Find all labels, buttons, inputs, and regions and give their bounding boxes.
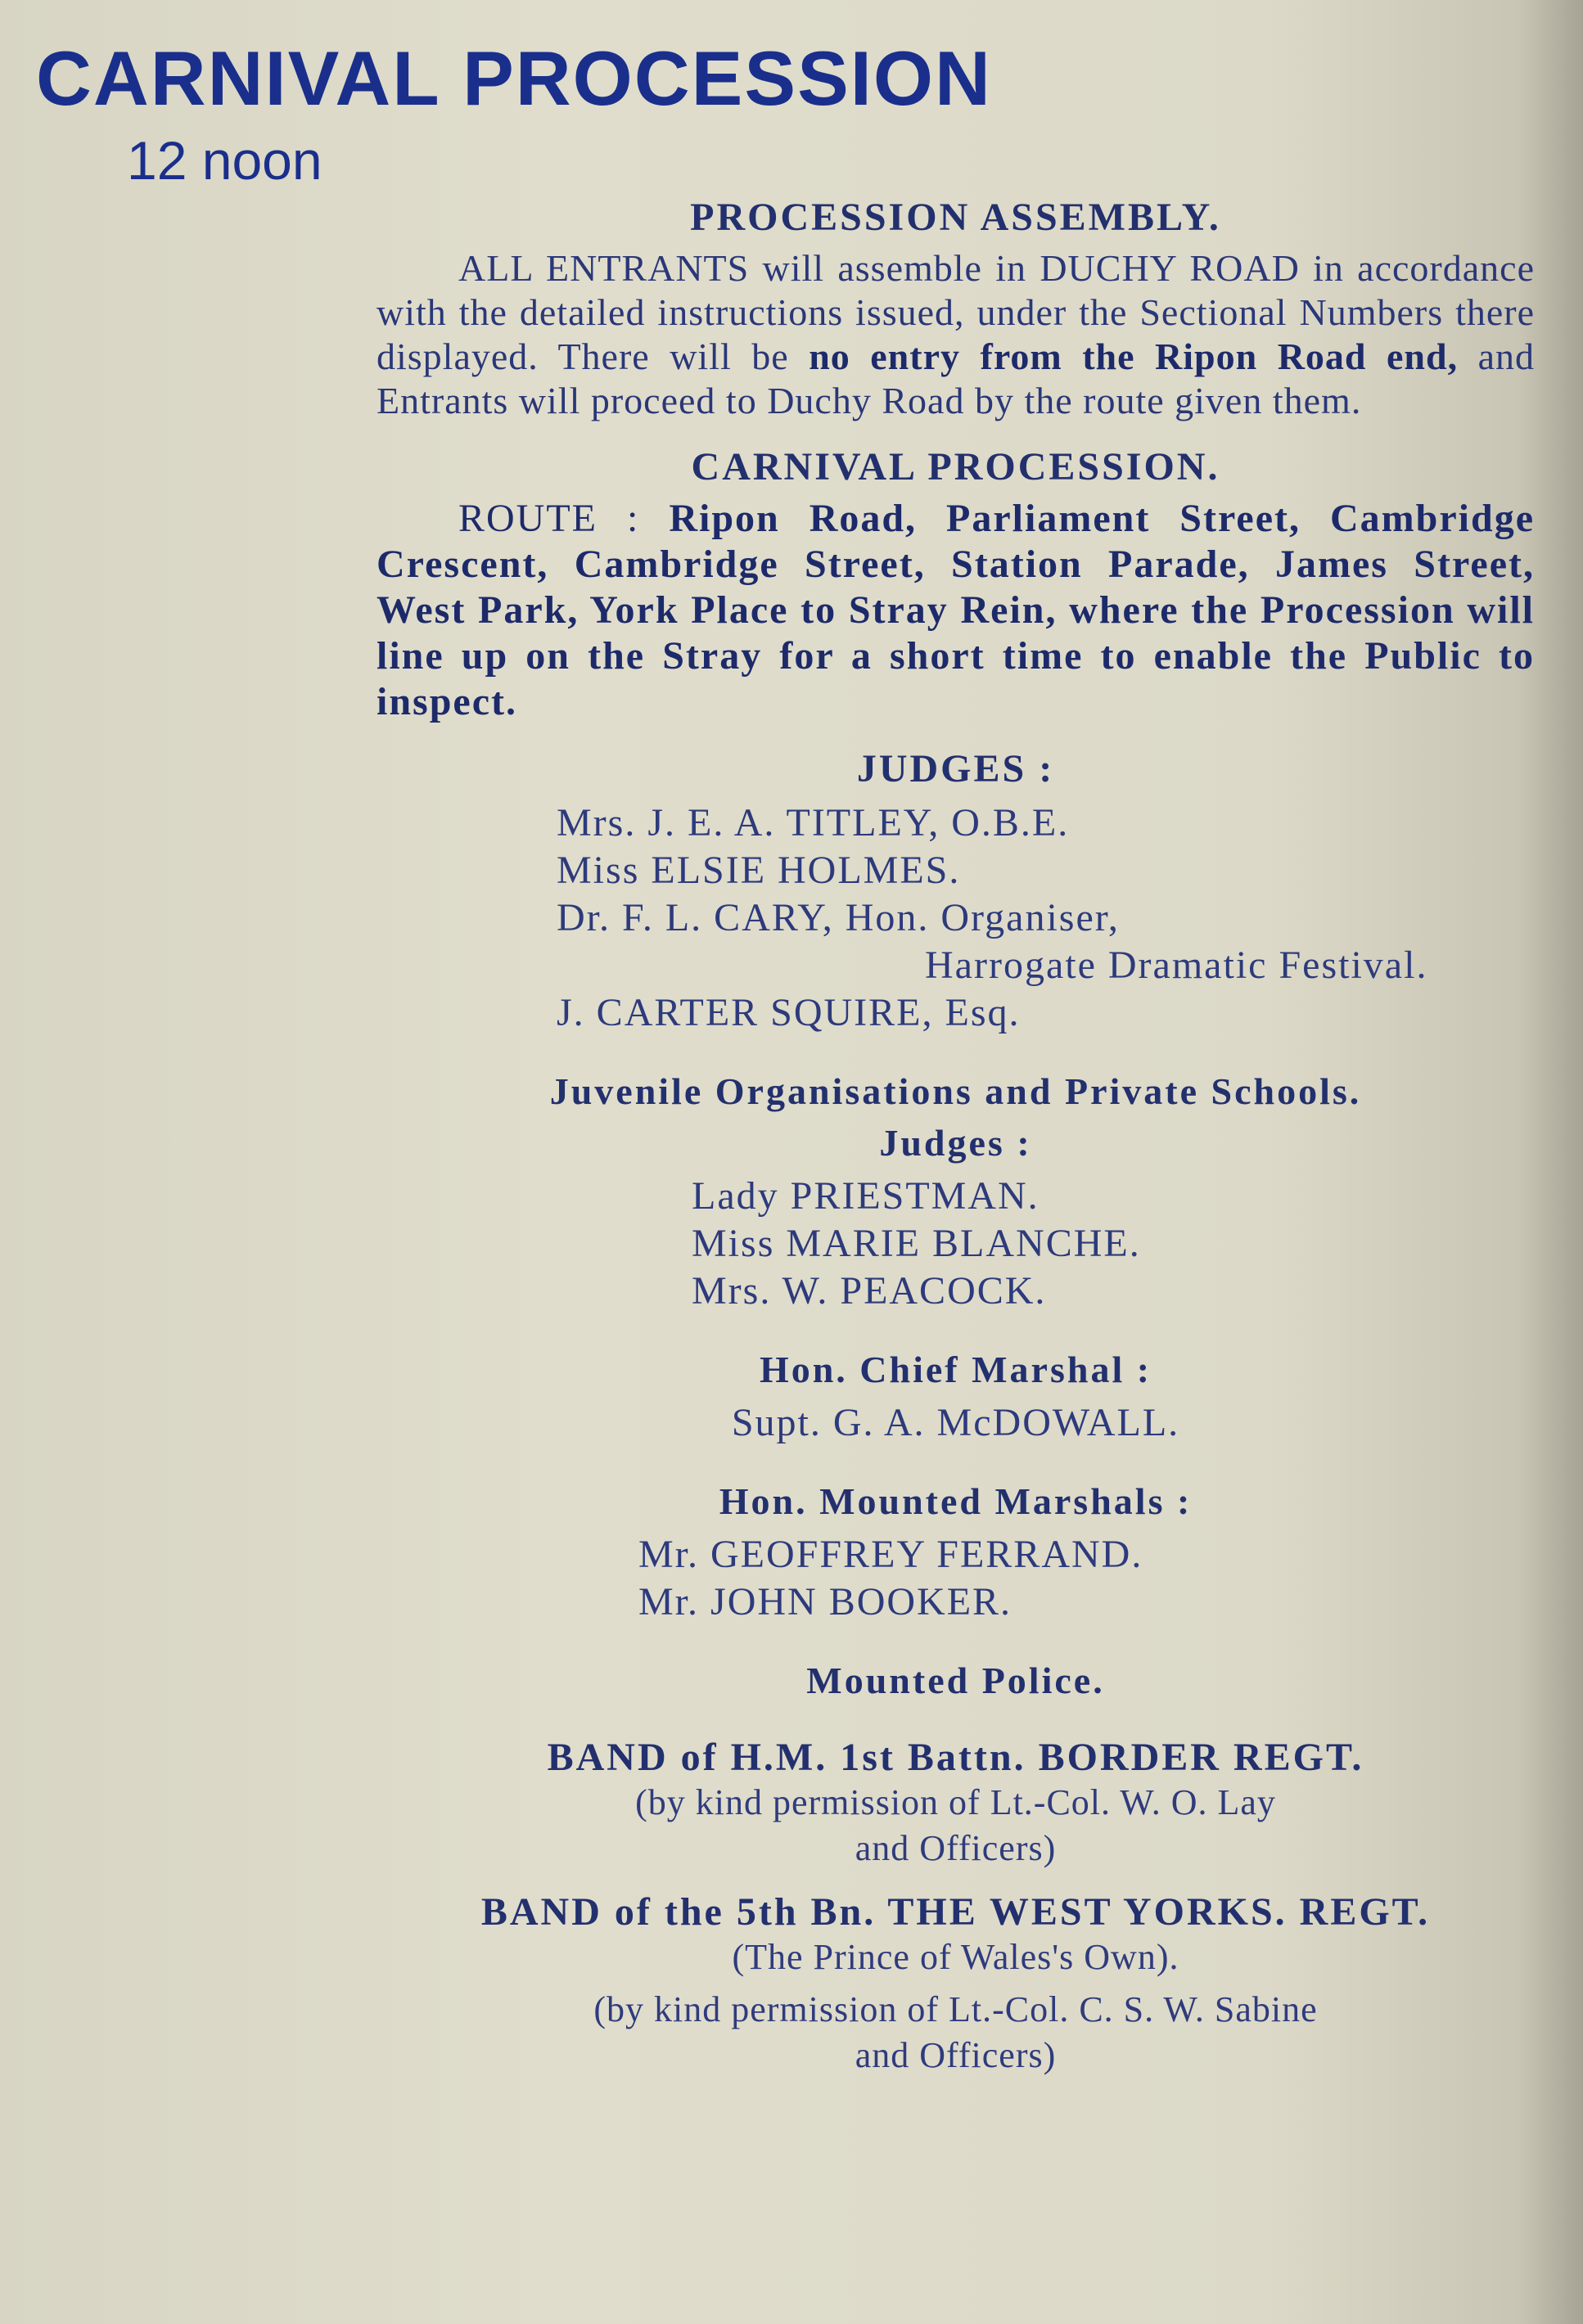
mounted-marshals-list (638, 1531, 1535, 1626)
judges-list (557, 799, 1535, 1037)
judge-name: J. CARTER SQUIRE, Esq. (557, 991, 1021, 1034)
juvenile-heading: Juvenile Organisations and Private Schools. (549, 1070, 1362, 1112)
mounted-police: Mounted Police. (806, 1660, 1105, 1701)
assembly-text-before: ALL ENTRANTS will assemble in DUCHY ROAD in accordance with the detailed instructions issued, under the Sectional Numbers there displayed. There will be (377, 247, 1535, 377)
judge-name-continuation: Harrogate Dramatic Festival. (925, 944, 1428, 987)
chief-marshal-heading: Hon. Chief Marshal : (759, 1349, 1152, 1390)
mounted-marshals-heading: Hon. Mounted Marshals : (719, 1480, 1193, 1522)
assembly-text-after: and Entrants will proceed to Duchy Road by the route given them. (377, 336, 1535, 421)
juvenile-judges-heading: Judges : (879, 1122, 1032, 1164)
assembly-heading: PROCESSION ASSEMBLY. (690, 196, 1221, 239)
band2-permission: (by kind permission of Lt.-Col. C. S. W. Sabine (593, 1989, 1318, 2029)
assembly-text (377, 246, 1535, 423)
start-time: 12 noon (127, 130, 322, 191)
juvenile-judge-name: Miss MARIE BLANCHE. (692, 1222, 1141, 1265)
band1-permission: (by kind permission of Lt.-Col. W. O. Lay (635, 1782, 1276, 1822)
juvenile-judge-name: Mrs. W. PEACOCK. (692, 1269, 1047, 1313)
band2-subtitle: (The Prince of Wales's Own). (732, 1937, 1179, 1977)
juvenile-judge-name: Lady PRIESTMAN. (692, 1174, 1040, 1218)
band1-permission-cont: and Officers) (855, 1828, 1057, 1868)
band1-name: BAND of H.M. 1st Battn. BORDER REGT. (547, 1736, 1364, 1779)
judge-name: Dr. F. L. CARY, Hon. Organiser, (557, 896, 1120, 939)
route-text (377, 496, 1535, 725)
judge-name: Mrs. J. E. A. TITLEY, O.B.E. (557, 801, 1070, 844)
route-description: Ripon Road, Parliament Street, Cambridge Crescent, Cambridge Street, Station Parade, James Street, West Park, York Place to Stray Rein, where the Procession will line up on the Stray for a short time to enable the Public to inspect. (377, 497, 1535, 723)
judge-name: Miss ELSIE HOLMES. (557, 849, 961, 892)
assembly-text-bold: no entry from the Ripon Road end, (809, 336, 1459, 377)
band2-name: BAND of the 5th Bn. THE WEST YORKS. REGT. (480, 1890, 1431, 1934)
programme-content (377, 195, 1535, 2079)
mounted-marshal-name: Mr. JOHN BOOKER. (638, 1580, 1012, 1624)
judges-heading: JUDGES : (856, 747, 1055, 790)
route-label: ROUTE : (458, 497, 640, 540)
mounted-marshal-name: Mr. GEOFFREY FERRAND. (638, 1533, 1143, 1576)
chief-marshal-name: Supt. G. A. McDOWALL. (731, 1401, 1180, 1444)
juvenile-judges-list (692, 1173, 1535, 1315)
page-title: CARNIVAL PROCESSION (36, 35, 992, 121)
procession-heading: CARNIVAL PROCESSION. (691, 445, 1220, 489)
band2-permission-cont: and Officers) (855, 2035, 1057, 2075)
